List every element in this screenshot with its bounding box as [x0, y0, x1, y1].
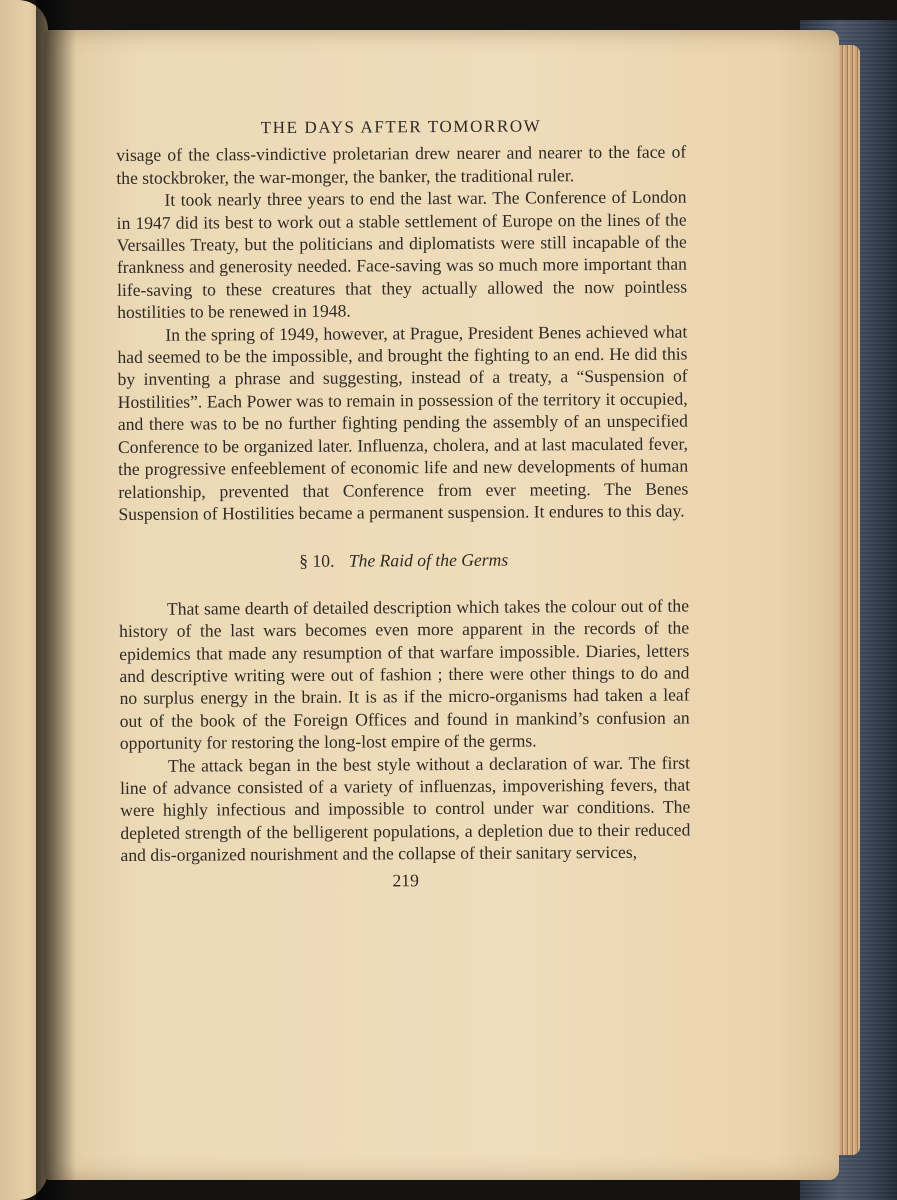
- section-title: The Raid of the Germs: [348, 549, 509, 571]
- paragraph: visage of the class-vindictive proletarian drew nearer and nearer to the face of the stockbroker, the war-monger, the banker, the traditional ruler.: [116, 141, 687, 188]
- running-head: THE DAYS AFTER TOMORROW: [260, 116, 542, 138]
- text-block: [116, 115, 691, 893]
- paragraph: That same dearth of detailed description which takes the colour out of the history of the last wars becomes even more apparent in the records of the epidemics that made any resumption of that warfare impossible. Diaries, letters and descriptive writing were out of fashion ; there were other things to do and no surplus energy in the brain. It is as if the micro-organisms had taken a leaf out of the book of the Foreign Offices and found in mankind’s confusion an opportunity for restoring the long-lost empire of the germs.: [119, 595, 690, 754]
- page-number: 219: [392, 869, 419, 890]
- book-page: [44, 30, 839, 1180]
- paragraph: The attack began in the best style without a declaration of war. The first line of advance consisted of a variety of influenzas, impoverishing fevers, that were highly infectious and impossible to control under war conditions. The depleted strength of the belligerent populations, a depletion due to their reduced and dis-organized nourishment and the collapse of their sanitary services,: [120, 752, 691, 866]
- section-number: § 10.: [299, 550, 335, 572]
- paragraph: It took nearly three years to end the last war. The Conference of London in 1947 did its best to work out a stable settlement of Europe on the lines of the Versailles Treaty, but the politicians and diplomatists were still incapable of the frankness and generosity needed. Face-saving was so much more important than life-saving to these creatures that they actually allowed the now pointless hostilities to be renewed in 1948.: [116, 186, 688, 323]
- section-heading: [119, 548, 689, 574]
- gutter-shadow: [36, 0, 76, 1200]
- paragraph: In the spring of 1949, however, at Prague, President Benes achieved what had seemed to be the impossible, and brought the fighting to an end. He did this by inventing a phrase and suggesting, instead of a treaty, a “Suspension of Hostilities”. Each Power was to remain in possession of the territory it occupied, and there was to be no further fighting pending the assembly of an unspecified Conference to be organized later. Influenza, cholera, and at last maculated fever, the progressive enfeeblement of economic life and new developments of human relationship, prevented that Conference from ever meeting. The Benes Suspension of Hostilities became a permanent suspension. It endures to this day.: [117, 321, 689, 524]
